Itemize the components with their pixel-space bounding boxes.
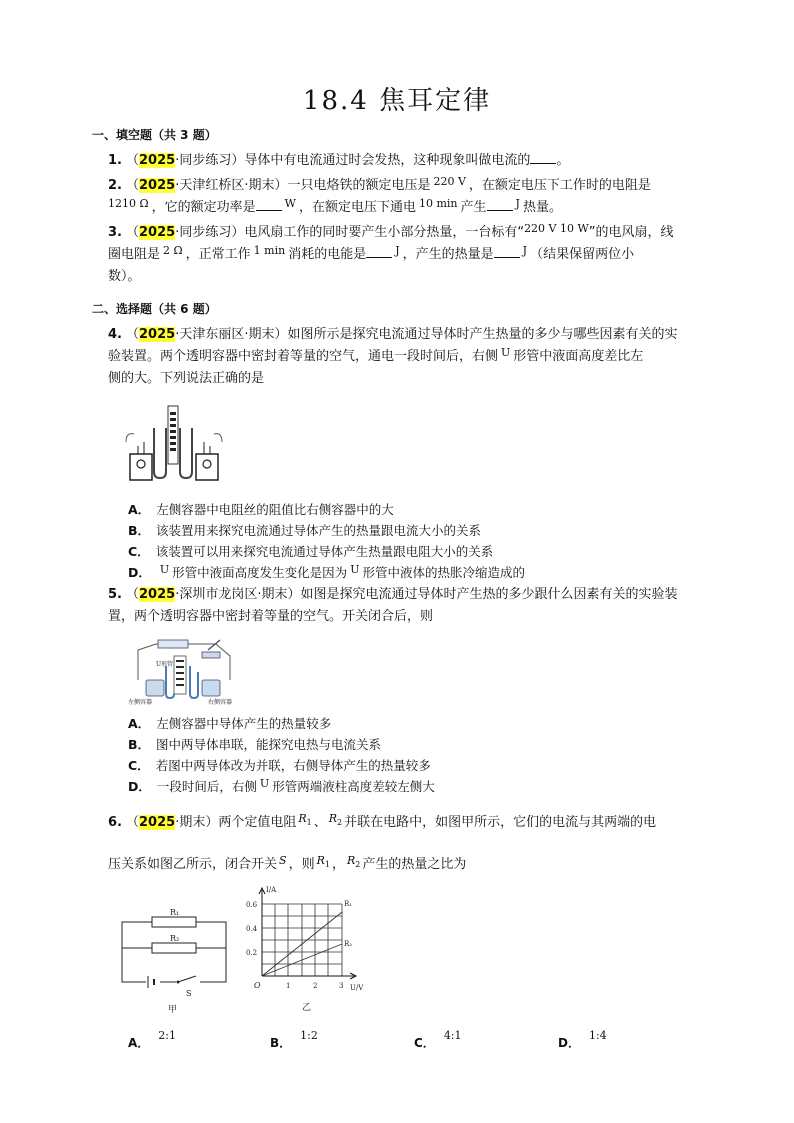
page-title: 18.4 焦耳定律	[302, 86, 492, 116]
figure-caption-yi: 乙	[302, 1003, 312, 1013]
year-highlight: 2025	[139, 225, 176, 240]
math-r2: R2	[346, 854, 361, 870]
question-6-line2	[108, 854, 708, 880]
x-axis-label: U/V	[350, 984, 364, 992]
math-unit-j: J	[515, 197, 520, 210]
right-container-label: 右侧容器	[208, 699, 233, 706]
question-text: ·深圳市龙岗区·期末）如图是探究电流通过导体时产生热的多少跟什么因素有关的实验装	[175, 587, 678, 602]
question-text: 热量。	[522, 200, 562, 215]
q4-option-c[interactable]: C． 该装置可以用来探究电流通过导体产生热量跟电阻大小的关系	[128, 544, 494, 559]
year-highlight: 2025	[139, 587, 176, 602]
question-text: ·同步练习）电风扇工作的同时要产生小部分热量，一台标有“	[175, 225, 525, 240]
q5-option-c[interactable]: C． 若图中两导体改为并联，右侧导体产生的热量较多	[128, 758, 431, 773]
switch-label: S	[186, 989, 192, 998]
paren: （	[125, 587, 139, 602]
figure-q6-graph	[236, 884, 376, 1024]
math-s: S	[279, 854, 287, 867]
q5-option-a[interactable]: A． 左侧容器中导体产生的热量较多	[128, 716, 332, 731]
q5-option-d[interactable]: D． 一段时间后，右侧 U 形管两端液柱高度差较左侧大	[128, 777, 435, 794]
paren: （	[125, 178, 139, 193]
q5-option-b[interactable]: B． 图中两导体串联，能探究电热与电流关系	[128, 737, 382, 752]
paren: （	[125, 153, 139, 168]
year-highlight: 2025	[139, 178, 176, 193]
math-resistance: 1210 Ω	[108, 197, 149, 210]
section-fill-heading: 一、填空题（共 3 题）	[92, 128, 217, 142]
question-number: 5.	[108, 587, 122, 602]
math-unit-j: J	[395, 244, 400, 257]
math-r1: R1	[298, 812, 312, 828]
question-text: ，正常工作	[185, 247, 251, 262]
question-text: ，它的额定功率是	[151, 200, 256, 215]
year-highlight: 2025	[139, 153, 176, 168]
question-text: ，则	[288, 857, 315, 872]
question-5	[108, 584, 708, 628]
question-text: 产生的热量之比为	[362, 857, 467, 872]
utube-label: U形管	[156, 661, 174, 668]
origin-label: O	[254, 981, 261, 990]
figure-q6-circuit	[116, 900, 236, 1020]
separator: 、	[313, 815, 327, 830]
math-time: 1 min	[253, 244, 286, 257]
question-text: ”的电风扇，线	[588, 225, 674, 240]
math-spec: 220 V 10 W	[524, 222, 589, 235]
question-number: 6.	[108, 815, 122, 830]
question-1	[108, 150, 708, 172]
paren: （	[125, 225, 139, 240]
r1-label: R₁	[170, 908, 180, 917]
math-unit-w: W	[284, 197, 296, 210]
question-number: 3.	[108, 225, 122, 240]
question-number: 2.	[108, 178, 122, 193]
q6-option-d[interactable]: D．1:4	[558, 1029, 607, 1050]
math-voltage: 220 V	[433, 175, 466, 188]
math-unit-j: J	[522, 244, 528, 257]
question-6	[108, 812, 708, 838]
figure-q5-apparatus	[128, 636, 240, 706]
question-text: ·天津东丽区·期末）如图所示是探究电流通过导体时产生热量的多少与哪些因素有关的实	[175, 327, 678, 342]
question-text: 数）。	[108, 269, 141, 284]
math-u: U	[501, 346, 511, 359]
question-3	[108, 222, 708, 288]
question-text: ，产生的热量是	[402, 247, 494, 262]
x-tick: 2	[313, 982, 318, 990]
r2-label: R₂	[170, 934, 180, 943]
question-text-end: 。	[556, 153, 570, 168]
q4-option-b[interactable]: B． 该装置用来探究电流通过导体产生的热量跟电流大小的关系	[128, 523, 482, 538]
y-tick: 0.4	[246, 925, 258, 933]
paren: （	[125, 815, 139, 830]
question-text: 验装置。两个透明容器中密封着等量的空气，通电一段时间后，右侧	[108, 349, 499, 364]
question-text: 置，两个透明容器中密封着等量的空气。开关闭合后，则	[108, 609, 434, 624]
question-4	[108, 324, 708, 390]
math-r1: R1	[316, 854, 330, 870]
year-highlight: 2025	[139, 327, 176, 342]
year-highlight: 2025	[139, 815, 176, 830]
q4-option-d[interactable]: D． U 形管中液面高度发生变化是因为 U 形管中液体的热胀冷缩造成的	[128, 563, 525, 580]
question-text: （结果保留两位小	[530, 247, 635, 262]
question-number: 1.	[108, 153, 122, 168]
answer-blank[interactable]	[530, 151, 556, 164]
question-text: 形管中液面高度差比左	[513, 349, 644, 364]
answer-blank[interactable]	[256, 198, 282, 211]
q6-option-a[interactable]: A．2:1	[128, 1029, 176, 1050]
math-time: 10 min	[418, 197, 458, 210]
q6-option-b[interactable]: B．1:2	[270, 1029, 318, 1050]
line-r1-label: R₁	[344, 900, 353, 908]
math-resistance: 2 Ω	[163, 244, 183, 257]
question-text: 侧的大。下列说法正确的是	[108, 371, 265, 386]
question-text: 消耗的电能是	[288, 247, 367, 262]
math-r2: R2	[328, 812, 343, 828]
x-tick: 3	[339, 982, 344, 990]
paren: （	[125, 327, 139, 342]
question-text: 并联在电路中，如图甲所示，它们的电流与其两端的电	[344, 815, 657, 830]
answer-blank[interactable]	[366, 245, 392, 258]
y-axis-label: I/A	[266, 886, 277, 894]
question-text: 压关系如图乙所示，闭合开关	[108, 857, 278, 872]
section-choice-heading: 二、选择题（共 6 题）	[92, 302, 217, 316]
question-text: ·期末）两个定值电阻	[175, 815, 297, 830]
answer-blank[interactable]	[487, 198, 513, 211]
question-text: ·天津红桥区·期末）一只电烙铁的额定电压是	[175, 178, 431, 193]
figure-q4-apparatus	[124, 402, 224, 486]
question-text: ，在额定电压下工作时的电阻是	[468, 178, 651, 193]
line-r2-label: R₂	[344, 940, 353, 948]
question-text: 圈电阻是	[108, 247, 161, 262]
question-text: ，在额定电压下通电	[298, 200, 416, 215]
comma: ，	[331, 857, 345, 872]
q6-option-c[interactable]: C．4:1	[414, 1029, 462, 1050]
figure-caption-jia: 甲	[168, 1005, 178, 1015]
y-tick: 0.2	[246, 949, 258, 957]
left-container-label: 左侧容器	[128, 699, 153, 706]
question-2	[108, 175, 708, 219]
q4-option-a[interactable]: A． 左侧容器中电阻丝的阻值比右侧容器中的大	[128, 502, 394, 517]
y-tick: 0.6	[246, 901, 258, 909]
x-tick: 1	[286, 982, 291, 990]
question-text: 产生	[460, 200, 487, 215]
question-text: ·同步练习）导体中有电流通过时会发热，这种现象叫做电流的	[175, 153, 531, 168]
answer-blank[interactable]	[494, 245, 520, 258]
question-number: 4.	[108, 327, 122, 342]
